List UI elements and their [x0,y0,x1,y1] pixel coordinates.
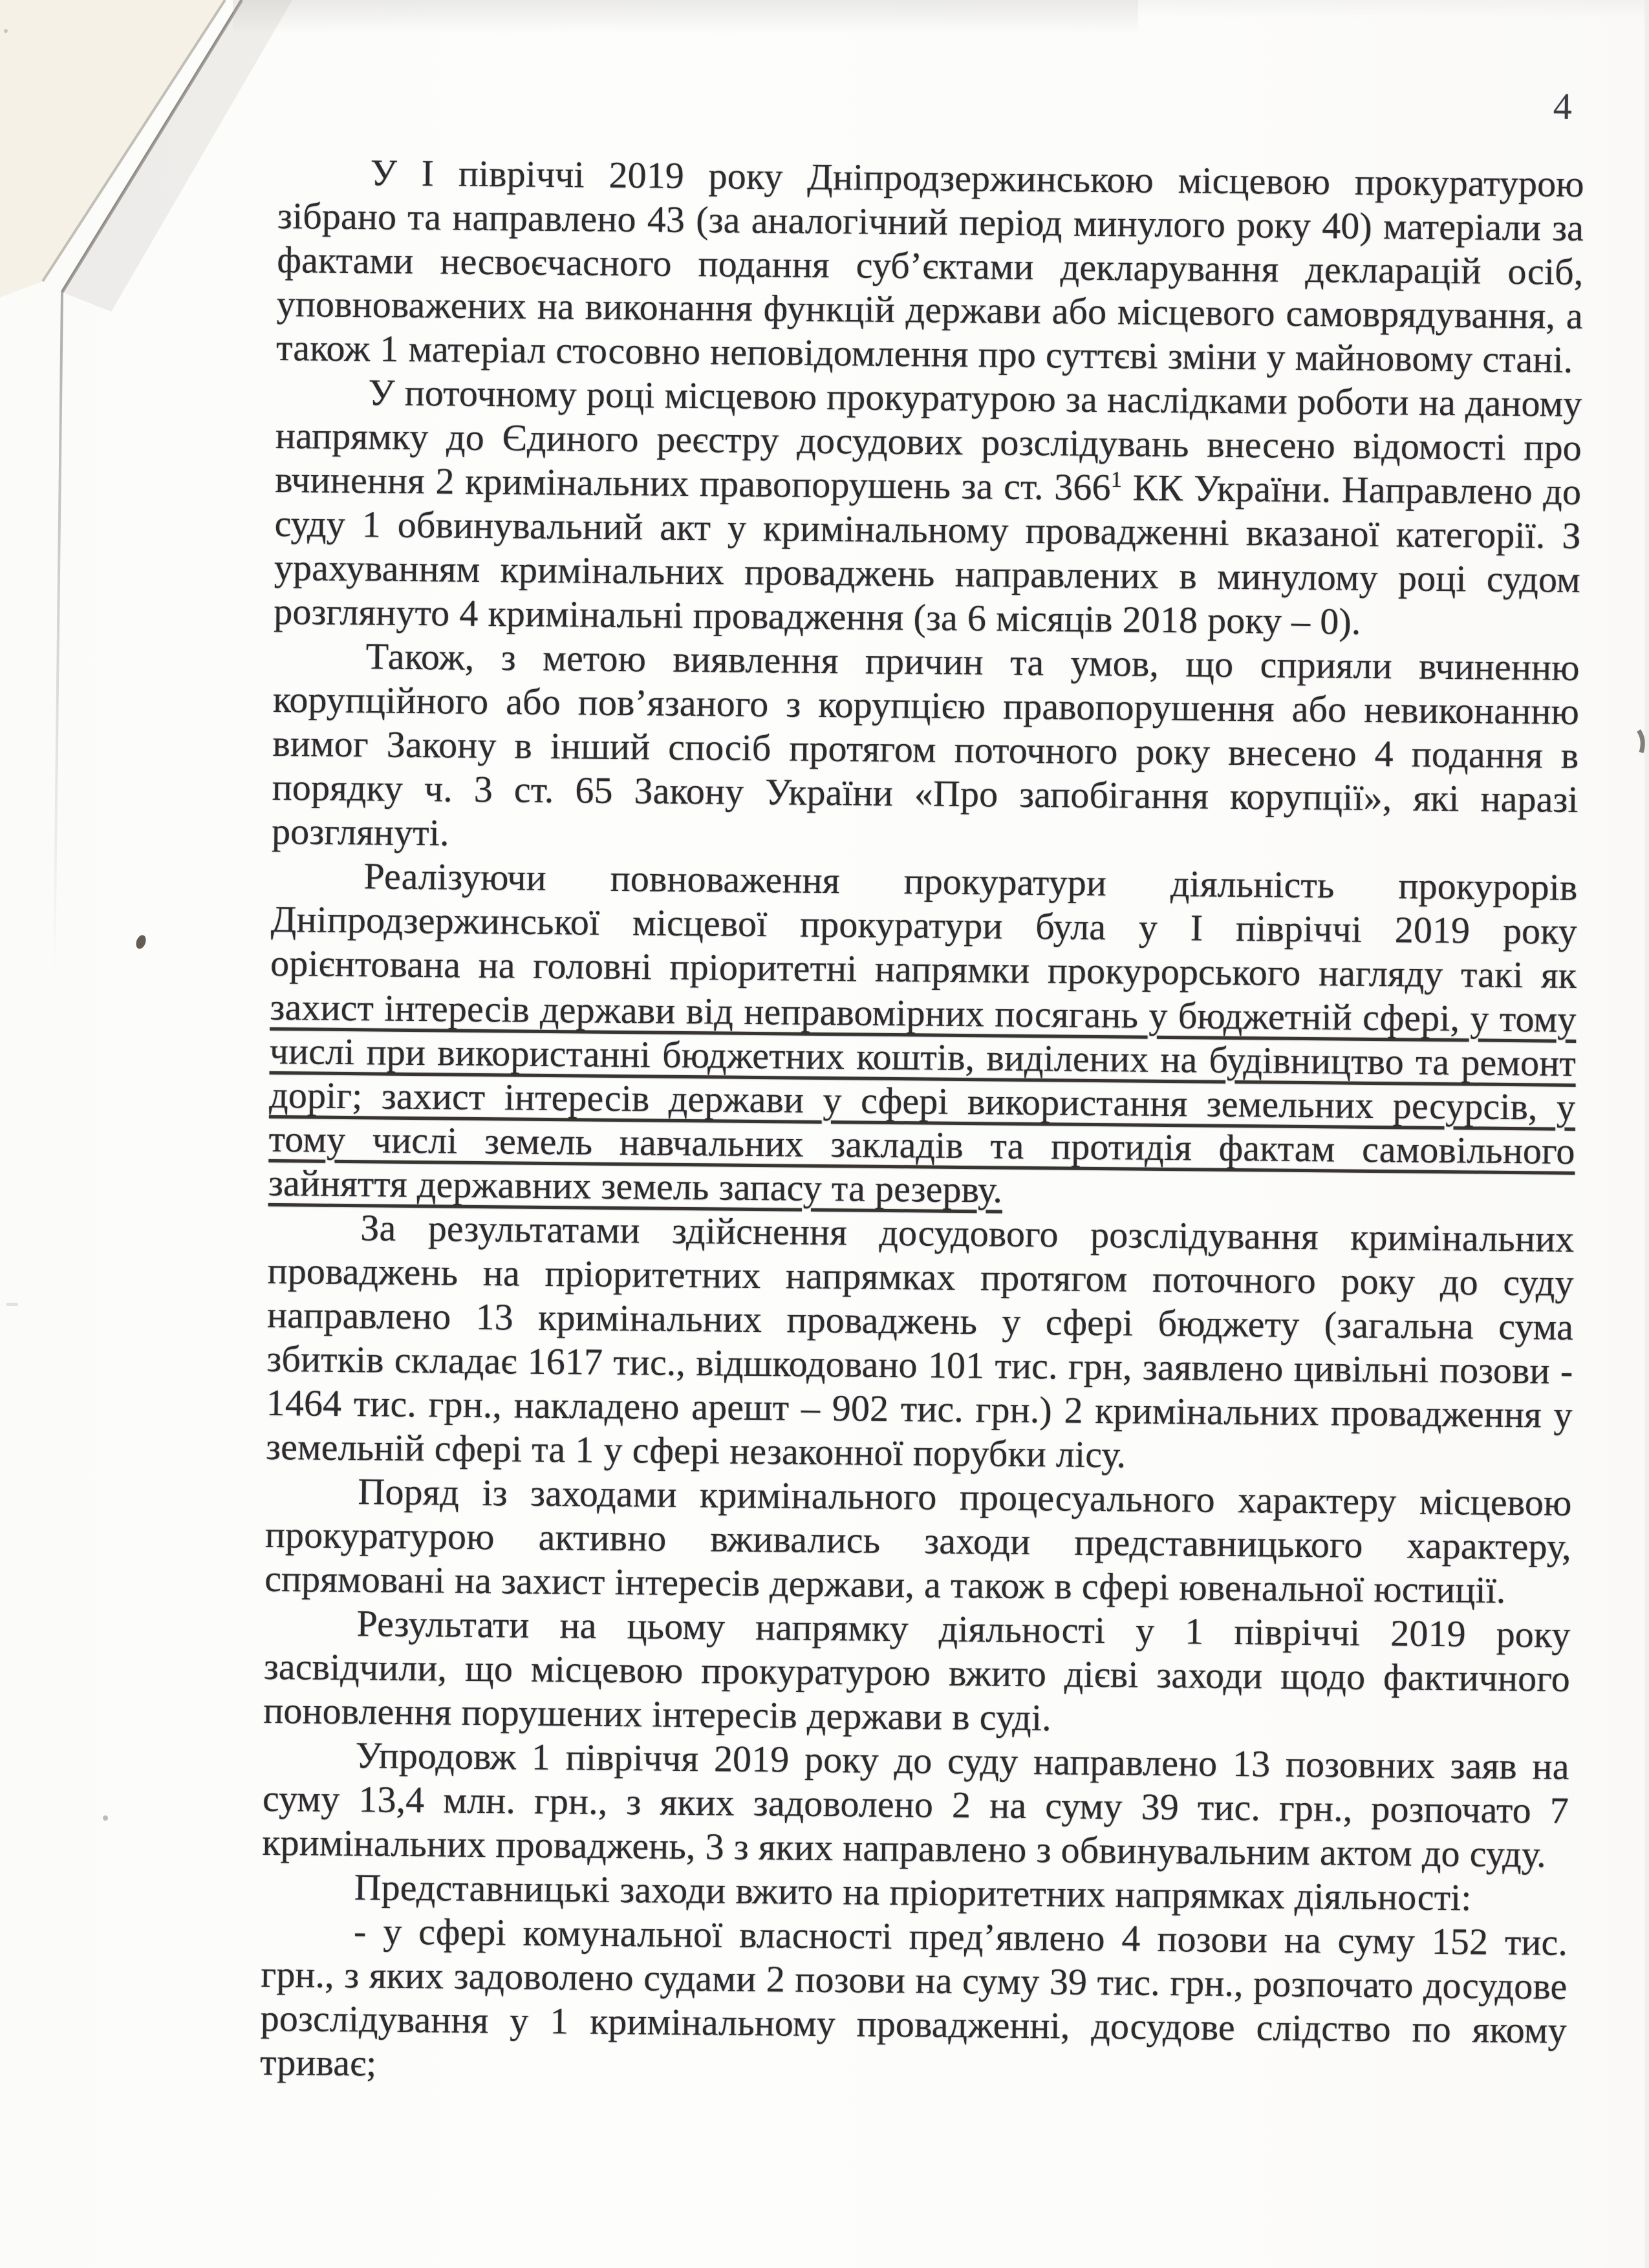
paragraph-4 [268,853,1578,1217]
superscript-marker: 1 [1110,466,1123,492]
text-segment: Поряд із заходами кримінального процесуального характеру місцевою прокуратурою активно вживались заходи представницького характеру, спрямовані на захист інтересів держави, а також в сфері ювенальної юстиції. [264,1470,1572,1611]
paragraph-10 [260,1909,1568,2097]
text-segment: Реалізуючи повноваження прокуратури діяльність прокурорів Дніпродзержинської місцевої прокуратури була у І півріччі 2019 року орієнтована на головні пріоритетні напрямки прокурорського нагляду такі як [270,855,1578,996]
text-segment: - у сфері комунальної власності пред’явлено 4 позови на суму 152 тис. грн., з яких задоволено судами 2 позови на суму 39 тис. грн., розпочато досудове розслідування у 1 кримінальному провадженні, досудове слідство по якому триває; [259,1910,1568,2084]
text-segment: Представницькі заходи вжито на пріоритетних напрямках діяльності: [354,1866,1472,1919]
paragraph-2 [274,370,1582,646]
text-segment: Упродовж 1 півріччя 2019 року до суду направлено 13 позовних заяв на суму 13,4 млн. грн., з яких задоволено 2 на суму 39 тис. грн., розпочато 7 кримінальних проваджень, 3 з яких направлено з обвинувальним актом до суду. [262,1734,1569,1876]
paragraph-5 [266,1205,1575,1481]
text-segment: У поточному році місцевою прокуратурою за наслідками роботи на даному напрямку до Єдиного реєстру досудових розслідувань внесено відомості про вчинення 2 кримінальних правопорушень за ст. 366 [274,371,1582,509]
paragraph-1 [276,150,1584,382]
paragraph-7 [263,1601,1571,1745]
text-block [260,150,1584,2097]
page-number: 4 [1553,85,1573,127]
paragraph-8 [262,1733,1569,1877]
text-segment: Результати на цьому напрямку діяльності у 1 півріччі 2019 року засвідчили, що місцевою прокуратурою вжито дієві заходи щодо фактичного поновлення порушених інтересів держави в суді. [263,1602,1571,1739]
text-segment: За результатами здійснення досудового розслідування кримінальних проваджень на пріоритетних напрямках протягом поточного року до суду направлено 13 кримінальних проваджень у сфері бюджету (загальна сума збитків складає 1617 тис., відшкодовано 101 тис. грн, заявлено цивільні позови - 1464 тис. грн., накладено арешт – 902 тис. грн.) 2 кримінальних провадження у земельній сфері та 1 у сфері незаконної порубки лісу. [265,1206,1575,1476]
text-segment: Також, з метою виявлення причин та умов, що сприяли вчиненню корупційного або пов’язаного з корупцією правопорушення або невиконанню вимог Закону в інший спосіб протягом поточного року внесено 4 подання в порядку ч. 3 ст. 65 Закону України «Про запобігання корупції», які наразі розглянуті. [271,635,1580,854]
paragraph-3 [272,634,1580,866]
text-segment: КК України. Направлено до суду 1 обвинувальний акт у кримінальному провадженні вказаної категорії. З урахуванням кримінальних проваджень направлених в минулому році судом розглянуто 4 кримінальні провадження (за 6 місяців 2018 року – 0). [274,466,1582,643]
underlined-segment: захист інтересів держави від неправомірних посягань у бюджетній сфері, у тому числі при використанні бюджетних коштів, виділених на будівництво та ремонт доріг; захист інтересів держави у сфері використання земельних ресурсів, у тому числі земель навчальних закладів та протидія фактам самовільного зайняття державних земель запасу та резерву. [268,985,1577,1211]
paragraph-6 [264,1469,1572,1613]
text-segment: У І півріччі 2019 року Дніпродзержинською місцевою прокуратурою зібрано та направлено 43 (за аналогічний період минулого року 40) матеріали за фактами несвоєчасного подання суб’єктами декларування декларацій осіб, уповноважених на виконання функцій держави або місцевого самоврядування, а також 1 матеріал стосовно неповідомлення про суттєві зміни у майновому стані. [275,151,1584,381]
